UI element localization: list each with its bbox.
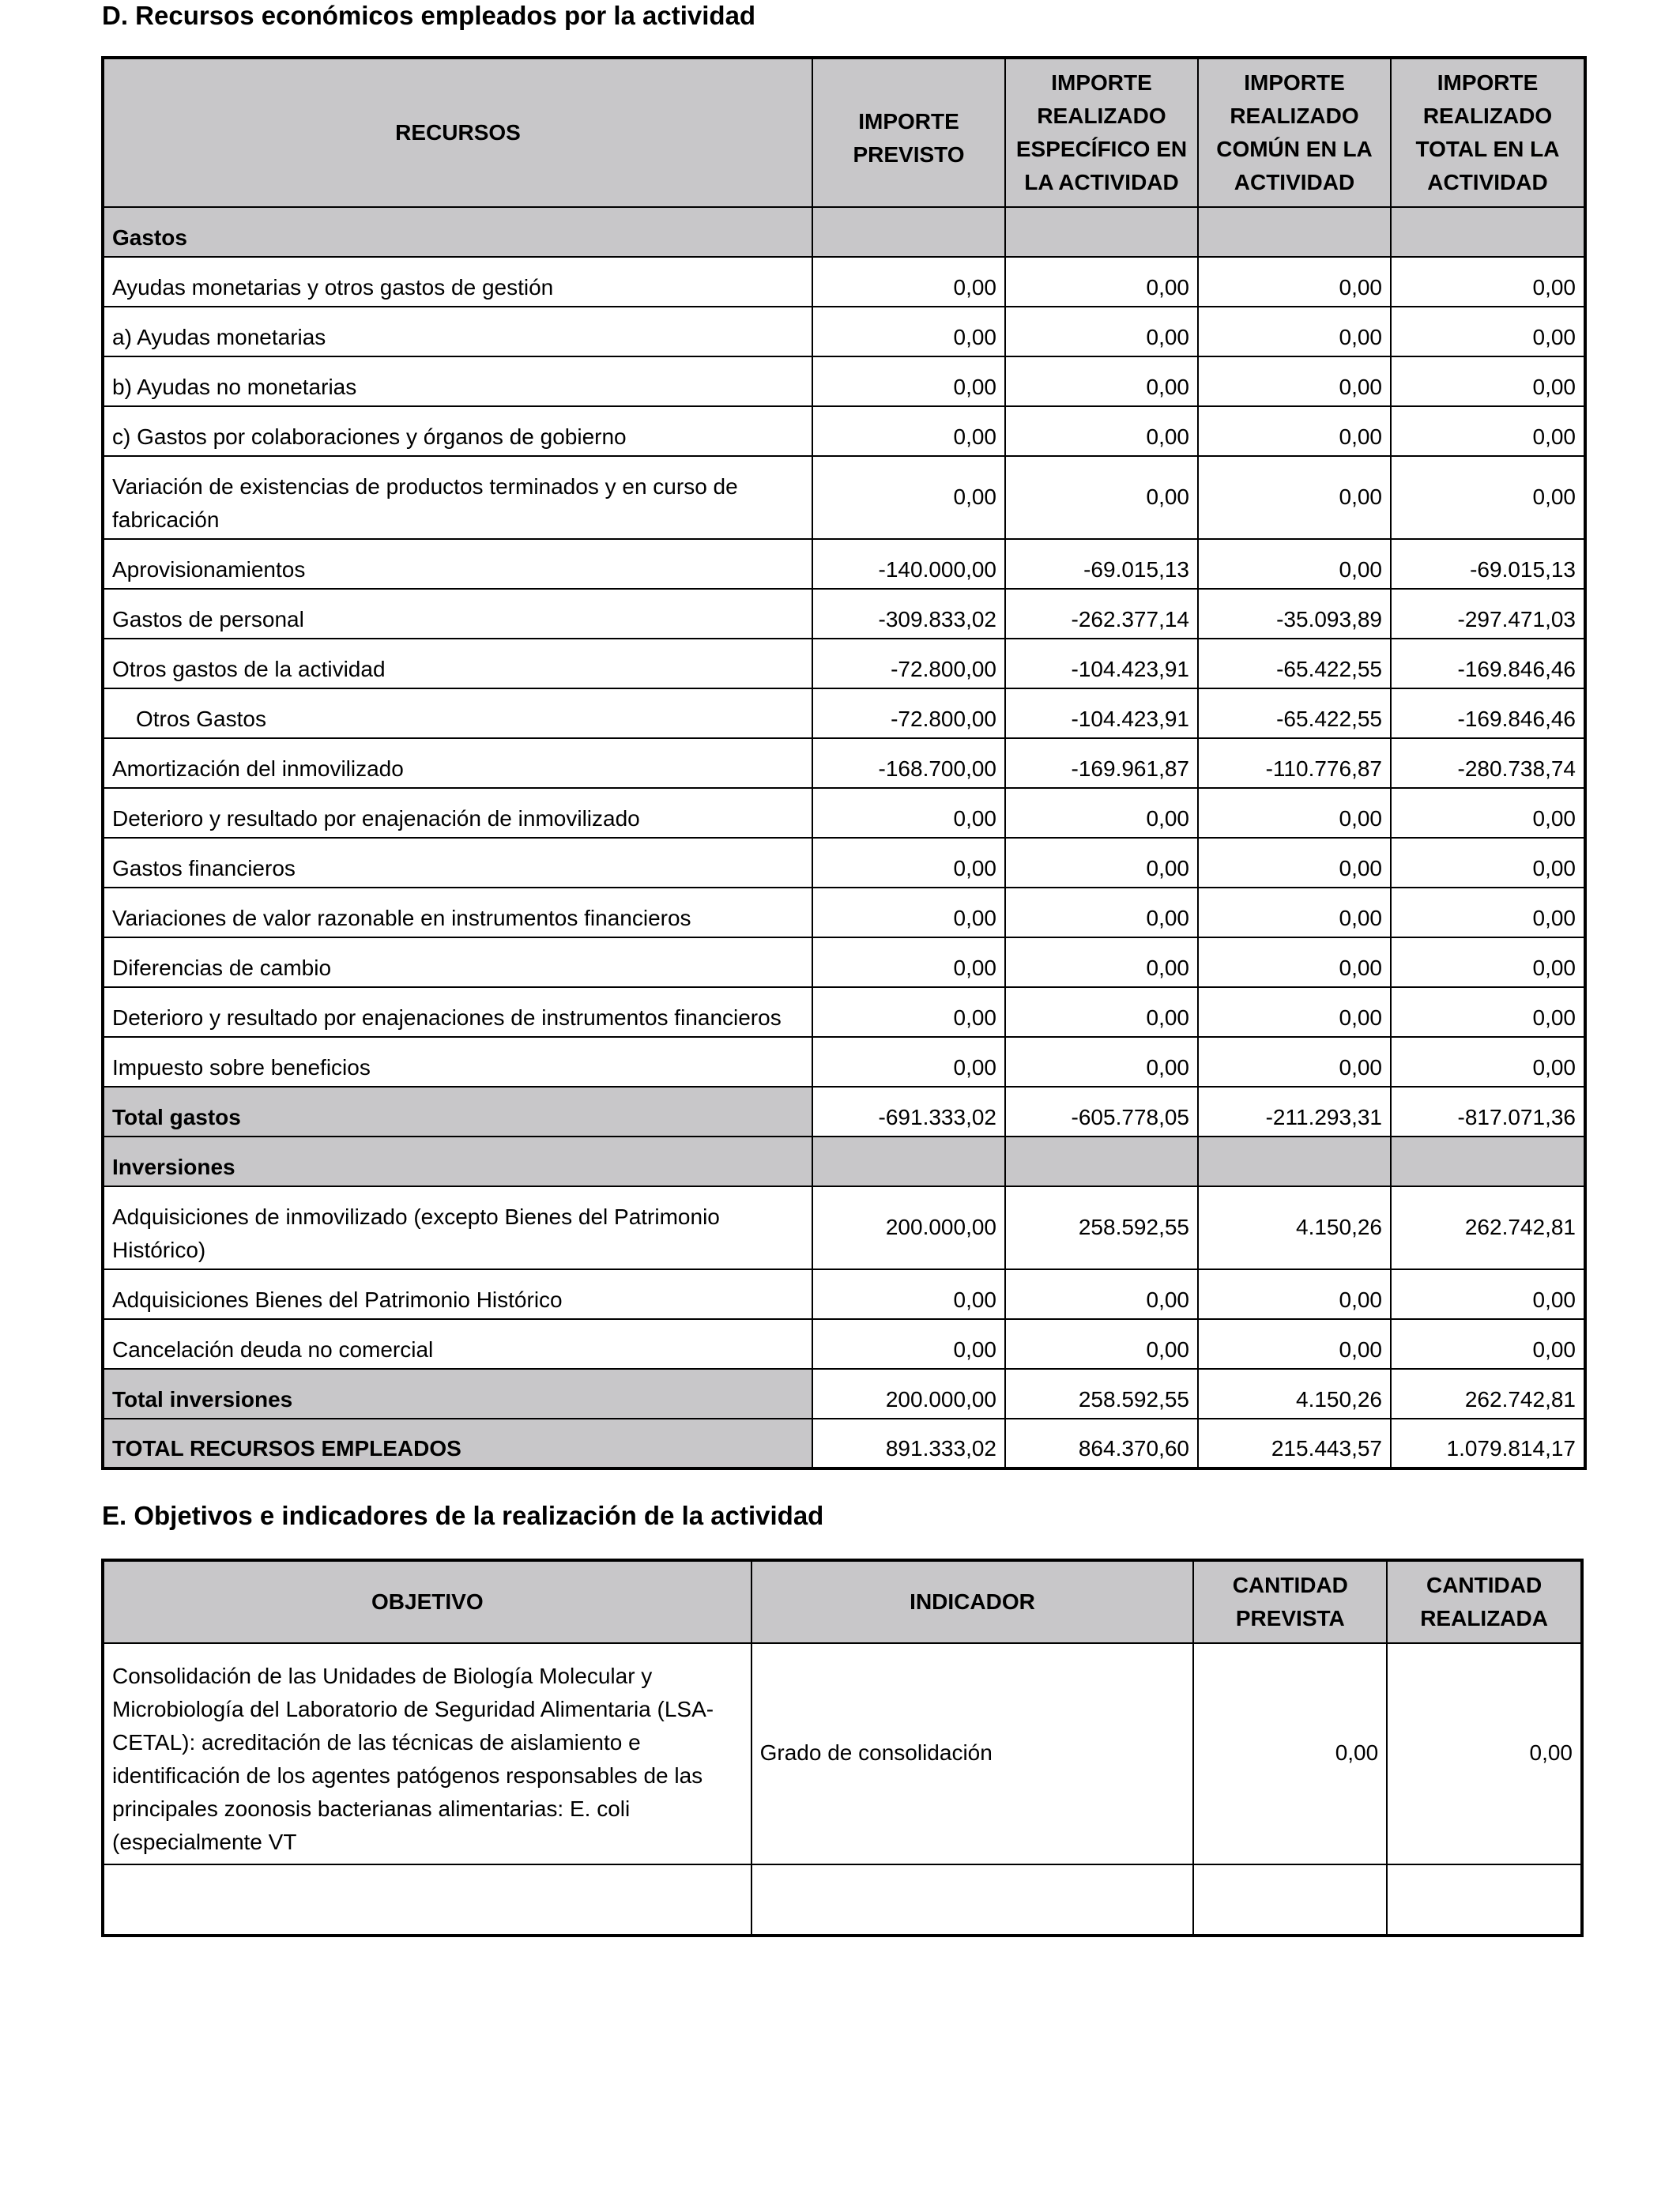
- table-row: [103, 589, 1585, 639]
- table-row: [103, 356, 1585, 406]
- importe-especifico-cell: -104.423,91: [1005, 639, 1198, 688]
- row-label: Deterioro y resultado por enajenaciones de instrumentos financieros: [103, 987, 812, 1037]
- header-recursos: RECURSOS: [103, 58, 812, 207]
- importe-comun-cell: 4.150,26: [1198, 1186, 1391, 1269]
- row-label: c) Gastos por colaboraciones y órganos de gobierno: [103, 406, 812, 456]
- importe-comun-cell: 0,00: [1198, 1037, 1391, 1087]
- header-importe-previsto: IMPORTE PREVISTO: [812, 58, 1005, 207]
- table-row: [103, 1643, 1582, 1864]
- importe-especifico-cell: -605.778,05: [1005, 1087, 1198, 1137]
- row-label: Total inversiones: [103, 1369, 812, 1419]
- row-label: Ayudas monetarias y otros gastos de gestión: [103, 257, 812, 307]
- row-label: a) Ayudas monetarias: [103, 307, 812, 356]
- importe-comun-cell: 215.443,57: [1198, 1419, 1391, 1468]
- cantidad-realizada-cell: 0,00: [1387, 1643, 1582, 1864]
- row-label: Gastos: [103, 207, 812, 257]
- importe-total-cell: [1391, 1137, 1585, 1186]
- importe-especifico-cell: 258.592,55: [1005, 1369, 1198, 1419]
- objetivo-cell: Consolidación de las Unidades de Biología Molecular y Microbiología del Laboratorio de Seguridad Alimentaria (LSA-CETAL): acreditación de las técnicas de aislamiento e identificación de los agentes patógenos responsables de las principales zoonosis bacterianas alimentarias: E. coli (especialmente VT: [103, 1643, 751, 1864]
- table-row: [103, 1087, 1585, 1137]
- importe-comun-cell: [1198, 1137, 1391, 1186]
- importe-especifico-cell: 0,00: [1005, 788, 1198, 838]
- importe-previsto-cell: 0,00: [812, 937, 1005, 987]
- importe-comun-cell: -211.293,31: [1198, 1087, 1391, 1137]
- importe-especifico-cell: [1005, 1137, 1198, 1186]
- table-row: [103, 888, 1585, 937]
- importe-comun-cell: 0,00: [1198, 539, 1391, 589]
- importe-previsto-cell: 0,00: [812, 406, 1005, 456]
- table-row: [103, 1419, 1585, 1468]
- importe-total-cell: 1.079.814,17: [1391, 1419, 1585, 1468]
- importe-comun-cell: 0,00: [1198, 356, 1391, 406]
- importe-previsto-cell: 0,00: [812, 888, 1005, 937]
- importe-especifico-cell: 0,00: [1005, 356, 1198, 406]
- importe-previsto-cell: -72.800,00: [812, 688, 1005, 738]
- row-label: Total gastos: [103, 1087, 812, 1137]
- importe-total-cell: 0,00: [1391, 307, 1585, 356]
- recursos-body: [103, 207, 1585, 1468]
- importe-previsto-cell: 0,00: [812, 456, 1005, 539]
- importe-total-cell: 0,00: [1391, 456, 1585, 539]
- importe-especifico-cell: 0,00: [1005, 456, 1198, 539]
- importe-especifico-cell: 0,00: [1005, 1269, 1198, 1319]
- importe-especifico-cell: [1005, 207, 1198, 257]
- header-importe-comun: IMPORTE REALIZADO COMÚN EN LA ACTIVIDAD: [1198, 58, 1391, 207]
- section-e-title: E. Objetivos e indicadores de la realización de la actividad: [102, 1501, 824, 1530]
- header-cantidad-realizada: CANTIDAD REALIZADA: [1387, 1560, 1582, 1643]
- objetivos-table: [101, 1559, 1584, 1937]
- importe-total-cell: 0,00: [1391, 257, 1585, 307]
- importe-especifico-cell: -69.015,13: [1005, 539, 1198, 589]
- section-d-title: D. Recursos económicos empleados por la actividad: [102, 1, 756, 30]
- table-row: [103, 1369, 1585, 1419]
- objetivo-cell: [103, 1864, 751, 1936]
- importe-previsto-cell: 0,00: [812, 1269, 1005, 1319]
- importe-comun-cell: 0,00: [1198, 937, 1391, 987]
- table-row: [103, 738, 1585, 788]
- importe-comun-cell: -65.422,55: [1198, 688, 1391, 738]
- objetivos-body: [103, 1643, 1582, 1936]
- importe-total-cell: 262.742,81: [1391, 1186, 1585, 1269]
- row-label: Deterioro y resultado por enajenación de inmovilizado: [103, 788, 812, 838]
- importe-total-cell: 0,00: [1391, 987, 1585, 1037]
- row-label: Otros gastos de la actividad: [103, 639, 812, 688]
- importe-previsto-cell: 0,00: [812, 1319, 1005, 1369]
- recursos-table: [101, 56, 1587, 1470]
- table-row: [103, 307, 1585, 356]
- indicador-cell: Grado de consolidación: [751, 1643, 1194, 1864]
- importe-total-cell: [1391, 207, 1585, 257]
- importe-previsto-cell: [812, 207, 1005, 257]
- table-row: [103, 1319, 1585, 1369]
- importe-previsto-cell: 891.333,02: [812, 1419, 1005, 1468]
- importe-total-cell: 0,00: [1391, 1319, 1585, 1369]
- importe-comun-cell: -110.776,87: [1198, 738, 1391, 788]
- table-row: [103, 539, 1585, 589]
- row-label: Amortización del inmovilizado: [103, 738, 812, 788]
- row-label: b) Ayudas no monetarias: [103, 356, 812, 406]
- importe-total-cell: -297.471,03: [1391, 589, 1585, 639]
- row-label: Variaciones de valor razonable en instrumentos financieros: [103, 888, 812, 937]
- importe-previsto-cell: 0,00: [812, 788, 1005, 838]
- header-cantidad-prevista: CANTIDAD PREVISTA: [1193, 1560, 1387, 1643]
- importe-especifico-cell: 0,00: [1005, 987, 1198, 1037]
- importe-total-cell: 0,00: [1391, 937, 1585, 987]
- importe-previsto-cell: 200.000,00: [812, 1186, 1005, 1269]
- table-row: [103, 1186, 1585, 1269]
- table-row: [103, 688, 1585, 738]
- importe-previsto-cell: -140.000,00: [812, 539, 1005, 589]
- cantidad-prevista-cell: [1193, 1864, 1387, 1936]
- importe-comun-cell: -65.422,55: [1198, 639, 1391, 688]
- table-row: [103, 937, 1585, 987]
- importe-previsto-cell: 0,00: [812, 257, 1005, 307]
- importe-total-cell: -169.846,46: [1391, 639, 1585, 688]
- importe-total-cell: 0,00: [1391, 356, 1585, 406]
- importe-previsto-cell: 0,00: [812, 307, 1005, 356]
- importe-total-cell: 0,00: [1391, 838, 1585, 888]
- importe-comun-cell: 0,00: [1198, 788, 1391, 838]
- importe-especifico-cell: 0,00: [1005, 1037, 1198, 1087]
- importe-especifico-cell: 0,00: [1005, 937, 1198, 987]
- importe-comun-cell: 0,00: [1198, 406, 1391, 456]
- table-row: [103, 406, 1585, 456]
- importe-especifico-cell: 0,00: [1005, 307, 1198, 356]
- importe-especifico-cell: -104.423,91: [1005, 688, 1198, 738]
- table-row: [103, 788, 1585, 838]
- row-label: Adquisiciones Bienes del Patrimonio Histórico: [103, 1269, 812, 1319]
- importe-total-cell: -817.071,36: [1391, 1087, 1585, 1137]
- importe-especifico-cell: 864.370,60: [1005, 1419, 1198, 1468]
- row-label: Aprovisionamientos: [103, 539, 812, 589]
- importe-comun-cell: 0,00: [1198, 1319, 1391, 1369]
- row-label: Adquisiciones de inmovilizado (excepto Bienes del Patrimonio Histórico): [103, 1186, 812, 1269]
- table-row: [103, 257, 1585, 307]
- header-indicador: INDICADOR: [751, 1560, 1194, 1643]
- importe-total-cell: -280.738,74: [1391, 738, 1585, 788]
- importe-previsto-cell: 200.000,00: [812, 1369, 1005, 1419]
- importe-total-cell: 0,00: [1391, 888, 1585, 937]
- importe-especifico-cell: 0,00: [1005, 838, 1198, 888]
- importe-especifico-cell: 258.592,55: [1005, 1186, 1198, 1269]
- table-row: [103, 456, 1585, 539]
- importe-especifico-cell: 0,00: [1005, 888, 1198, 937]
- row-label: Gastos de personal: [103, 589, 812, 639]
- cantidad-realizada-cell: [1387, 1864, 1582, 1936]
- cantidad-prevista-cell: 0,00: [1193, 1643, 1387, 1864]
- importe-especifico-cell: -169.961,87: [1005, 738, 1198, 788]
- importe-total-cell: -169.846,46: [1391, 688, 1585, 738]
- importe-previsto-cell: 0,00: [812, 1037, 1005, 1087]
- row-label: Diferencias de cambio: [103, 937, 812, 987]
- importe-previsto-cell: -168.700,00: [812, 738, 1005, 788]
- table-row: [103, 1137, 1585, 1186]
- importe-total-cell: 0,00: [1391, 1269, 1585, 1319]
- importe-total-cell: 0,00: [1391, 406, 1585, 456]
- importe-comun-cell: 0,00: [1198, 1269, 1391, 1319]
- row-label: TOTAL RECURSOS EMPLEADOS: [103, 1419, 812, 1468]
- importe-especifico-cell: 0,00: [1005, 406, 1198, 456]
- row-label: Variación de existencias de productos terminados y en curso de fabricación: [103, 456, 812, 539]
- importe-previsto-cell: 0,00: [812, 987, 1005, 1037]
- table-row: [103, 639, 1585, 688]
- table-row: [103, 838, 1585, 888]
- row-label: Gastos financieros: [103, 838, 812, 888]
- table-row: [103, 1269, 1585, 1319]
- importe-especifico-cell: 0,00: [1005, 1319, 1198, 1369]
- indicador-cell: [751, 1864, 1194, 1936]
- row-label: Cancelación deuda no comercial: [103, 1319, 812, 1369]
- importe-previsto-cell: -691.333,02: [812, 1087, 1005, 1137]
- importe-especifico-cell: 0,00: [1005, 257, 1198, 307]
- importe-comun-cell: -35.093,89: [1198, 589, 1391, 639]
- importe-total-cell: -69.015,13: [1391, 539, 1585, 589]
- importe-previsto-cell: -309.833,02: [812, 589, 1005, 639]
- importe-comun-cell: 0,00: [1198, 257, 1391, 307]
- importe-total-cell: 262.742,81: [1391, 1369, 1585, 1419]
- row-label: Impuesto sobre beneficios: [103, 1037, 812, 1087]
- header-importe-total: IMPORTE REALIZADO TOTAL EN LA ACTIVIDAD: [1391, 58, 1585, 207]
- table-row: [103, 1864, 1582, 1936]
- importe-previsto-cell: [812, 1137, 1005, 1186]
- importe-previsto-cell: -72.800,00: [812, 639, 1005, 688]
- importe-total-cell: 0,00: [1391, 788, 1585, 838]
- header-importe-especifico: IMPORTE REALIZADO ESPECÍFICO EN LA ACTIVIDAD: [1005, 58, 1198, 207]
- table-row: [103, 1037, 1585, 1087]
- importe-comun-cell: 0,00: [1198, 987, 1391, 1037]
- importe-previsto-cell: 0,00: [812, 356, 1005, 406]
- importe-comun-cell: 0,00: [1198, 456, 1391, 539]
- row-label: Inversiones: [103, 1137, 812, 1186]
- importe-comun-cell: 0,00: [1198, 888, 1391, 937]
- importe-comun-cell: [1198, 207, 1391, 257]
- row-label: Otros Gastos: [103, 688, 812, 738]
- importe-comun-cell: 0,00: [1198, 307, 1391, 356]
- importe-previsto-cell: 0,00: [812, 838, 1005, 888]
- header-objetivo: OBJETIVO: [103, 1560, 751, 1643]
- importe-comun-cell: 4.150,26: [1198, 1369, 1391, 1419]
- importe-total-cell: 0,00: [1391, 1037, 1585, 1087]
- importe-especifico-cell: -262.377,14: [1005, 589, 1198, 639]
- table-row: [103, 207, 1585, 257]
- importe-comun-cell: 0,00: [1198, 838, 1391, 888]
- table-row: [103, 987, 1585, 1037]
